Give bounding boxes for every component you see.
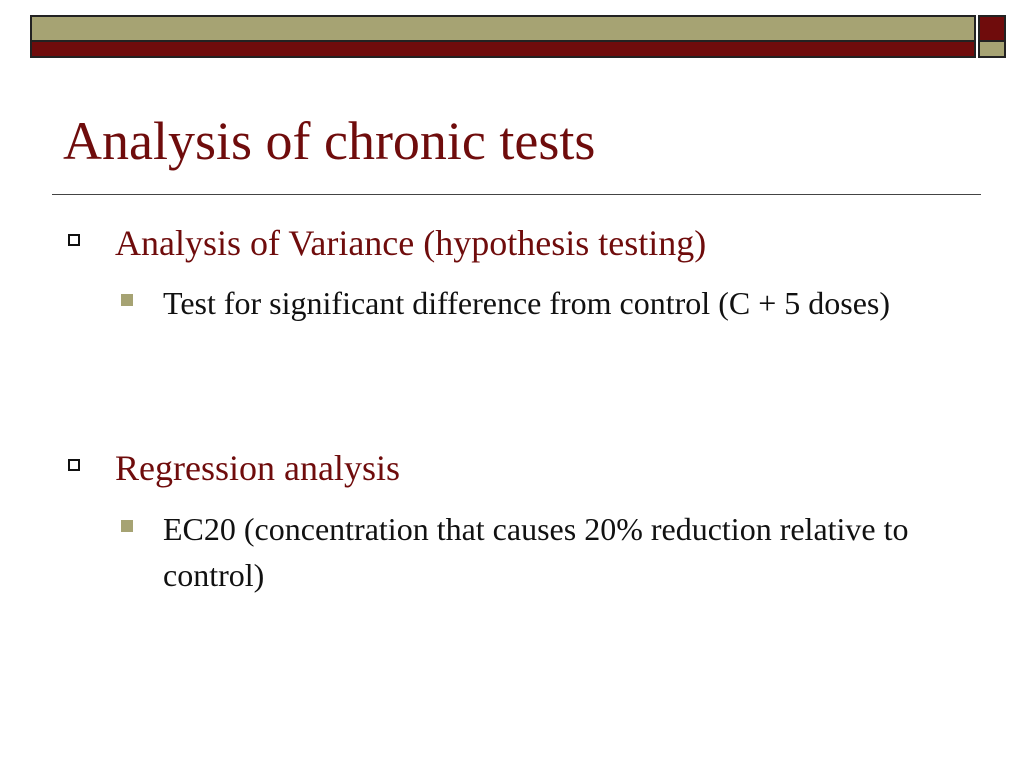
slide-title: Analysis of chronic tests — [63, 111, 596, 171]
header-corner-square-red — [978, 15, 1006, 42]
hollow-square-icon — [68, 459, 80, 471]
header-band-olive — [30, 15, 976, 42]
title-divider — [52, 194, 981, 195]
header-corner-square-olive — [978, 42, 1006, 58]
header-band-red — [30, 42, 976, 58]
sub-bullet-text: EC20 (concentration that causes 20% reduction relative to control) — [163, 511, 909, 594]
filled-square-icon — [121, 520, 133, 532]
hollow-square-icon — [68, 234, 80, 246]
filled-square-icon — [121, 294, 133, 306]
bullet-text: Regression analysis — [115, 448, 400, 488]
sub-bullet-text: Test for significant difference from control (C + 5 doses) — [163, 285, 890, 321]
bullet-text: Analysis of Variance (hypothesis testing) — [115, 223, 707, 263]
